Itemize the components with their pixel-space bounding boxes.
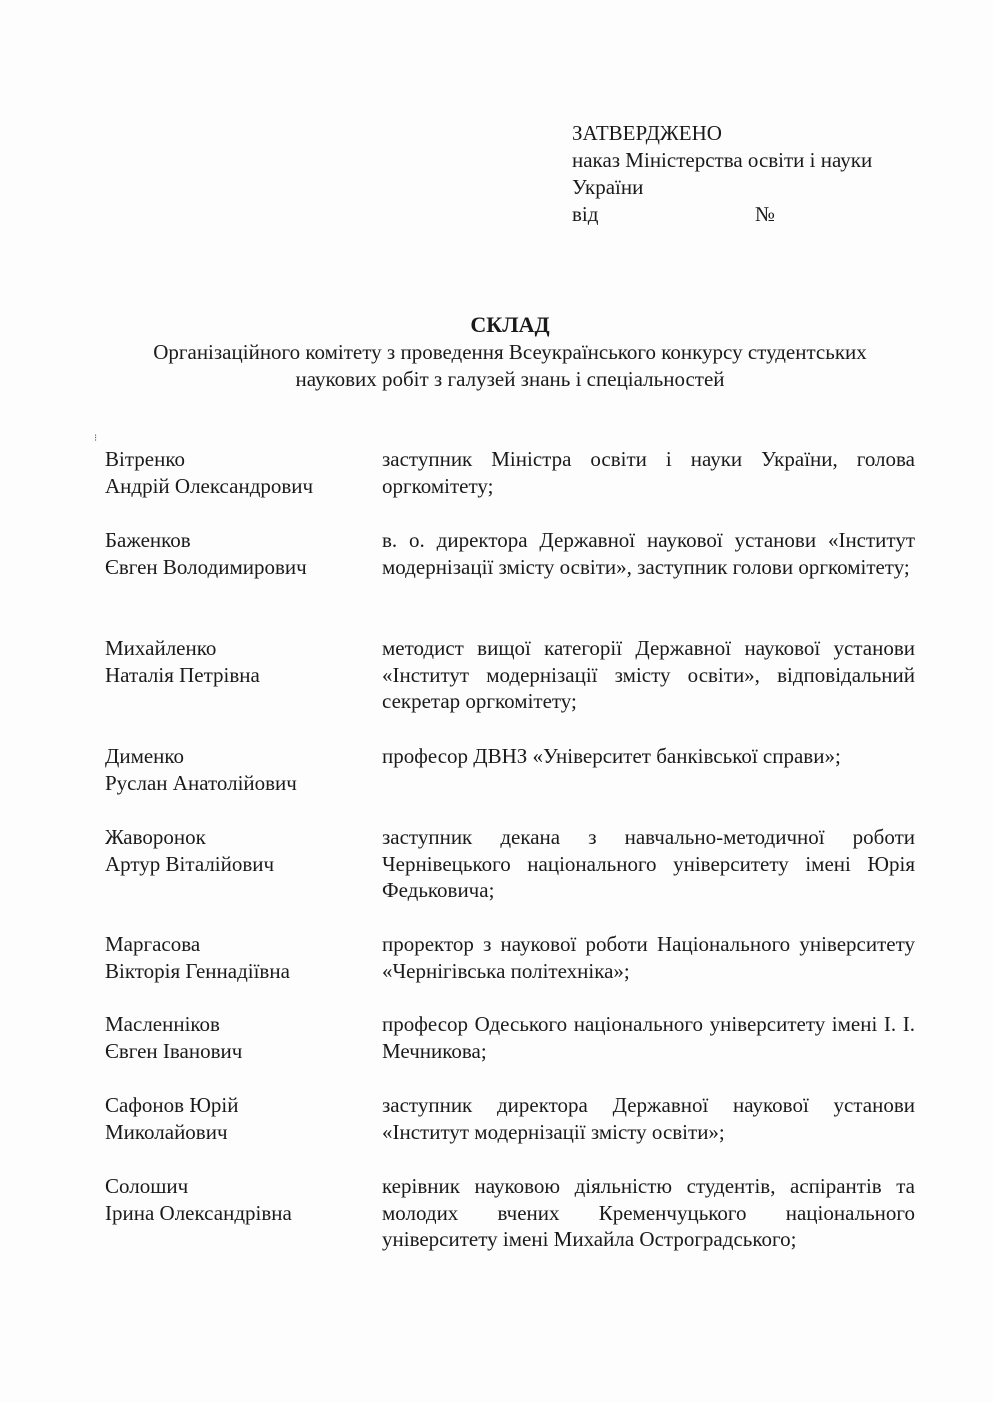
member-role: заступник Міністра освіти і науки України, голова оргкомітету; (382, 447, 915, 498)
member-surname: Баженков (105, 528, 191, 552)
approval-stamp-block (572, 120, 952, 228)
member-surname: Жаворонок (105, 825, 206, 849)
approval-number-label: № (755, 202, 776, 226)
approval-order-line-1: наказ Міністерства освіти і науки (572, 148, 873, 172)
member-role: професор ДВНЗ «Університет банківської справи»; (382, 744, 841, 768)
member-given-names: Андрій Олександрович (105, 473, 314, 498)
member-name (105, 743, 382, 824)
member-row (105, 743, 915, 824)
member-role: заступник декана з навчально-методичної роботи Чернівецького національного університету імені Юрія Федьковича; (382, 825, 915, 902)
member-row (105, 1092, 915, 1173)
member-role: проректор з наукової роботи Національного університету «Чернігівська політехніка»; (382, 932, 915, 983)
member-row (105, 1011, 915, 1092)
scan-mark: ⁝ (94, 433, 98, 444)
member-name (105, 1011, 382, 1092)
member-surname: Вітренко (105, 447, 185, 471)
member-name (105, 446, 382, 527)
member-name (105, 1092, 382, 1173)
member-row (105, 527, 915, 635)
member-given-names: Артур Віталійович (105, 851, 275, 876)
member-row (105, 1173, 915, 1254)
document-subtitle-line-2: наукових робіт з галузей знань і спеціальностей (295, 367, 725, 391)
member-role: керівник науковою діяльністю студентів, аспірантів та молодих вчених Кременчуцького національного університету імені Михайла Остроградського; (382, 1174, 915, 1251)
member-given-names: Миколайович (105, 1119, 228, 1144)
member-row (105, 931, 915, 1011)
approval-order-line-2: України (572, 175, 644, 199)
member-given-names: Євген Іванович (105, 1038, 243, 1063)
member-given-names: Руслан Анатолійович (105, 770, 297, 795)
member-role: в. о. директора Державної наукової установи «Інститут модернізації змісту освіти», заступник голови оргкомітету; (382, 528, 915, 579)
member-role: методист вищої категорії Державної наукової установи «Інститут модернізації змісту освіти», відповідальний секретар оргкомітету; (382, 636, 915, 713)
member-name (105, 1173, 382, 1254)
member-surname: Дименко (105, 744, 185, 768)
approval-date-line (572, 201, 952, 228)
member-surname: Михайленко (105, 636, 217, 660)
document-heading (60, 311, 960, 393)
member-role: заступник директора Державної наукової установи «Інститут модернізації змісту освіти»; (382, 1093, 915, 1144)
member-row (105, 635, 915, 743)
member-name (105, 527, 382, 635)
member-name (105, 931, 382, 1011)
approval-status: ЗАТВЕРДЖЕНО (572, 121, 722, 145)
committee-members-list (105, 446, 915, 1254)
member-given-names: Ірина Олександрівна (105, 1200, 292, 1225)
member-given-names: Наталія Петрівна (105, 662, 260, 687)
member-name (105, 635, 382, 743)
member-surname: Маргасова (105, 932, 201, 956)
member-role: професор Одеського національного університету імені І. І. Мечникова; (382, 1012, 915, 1063)
member-name (105, 824, 382, 931)
document-title: СКЛАД (470, 312, 550, 337)
approval-date-label: від (572, 202, 599, 226)
member-given-names: Вікторія Геннадіївна (105, 958, 290, 983)
member-row (105, 824, 915, 931)
member-surname: Масленніков (105, 1012, 220, 1036)
document-subtitle-line-1: Організаційного комітету з проведення Всеукраїнського конкурсу студентських (153, 340, 867, 364)
member-row (105, 446, 915, 527)
member-given-names: Євген Володимирович (105, 554, 307, 579)
member-surname: Сафонов Юрій (105, 1093, 239, 1117)
member-surname: Солошич (105, 1174, 189, 1198)
